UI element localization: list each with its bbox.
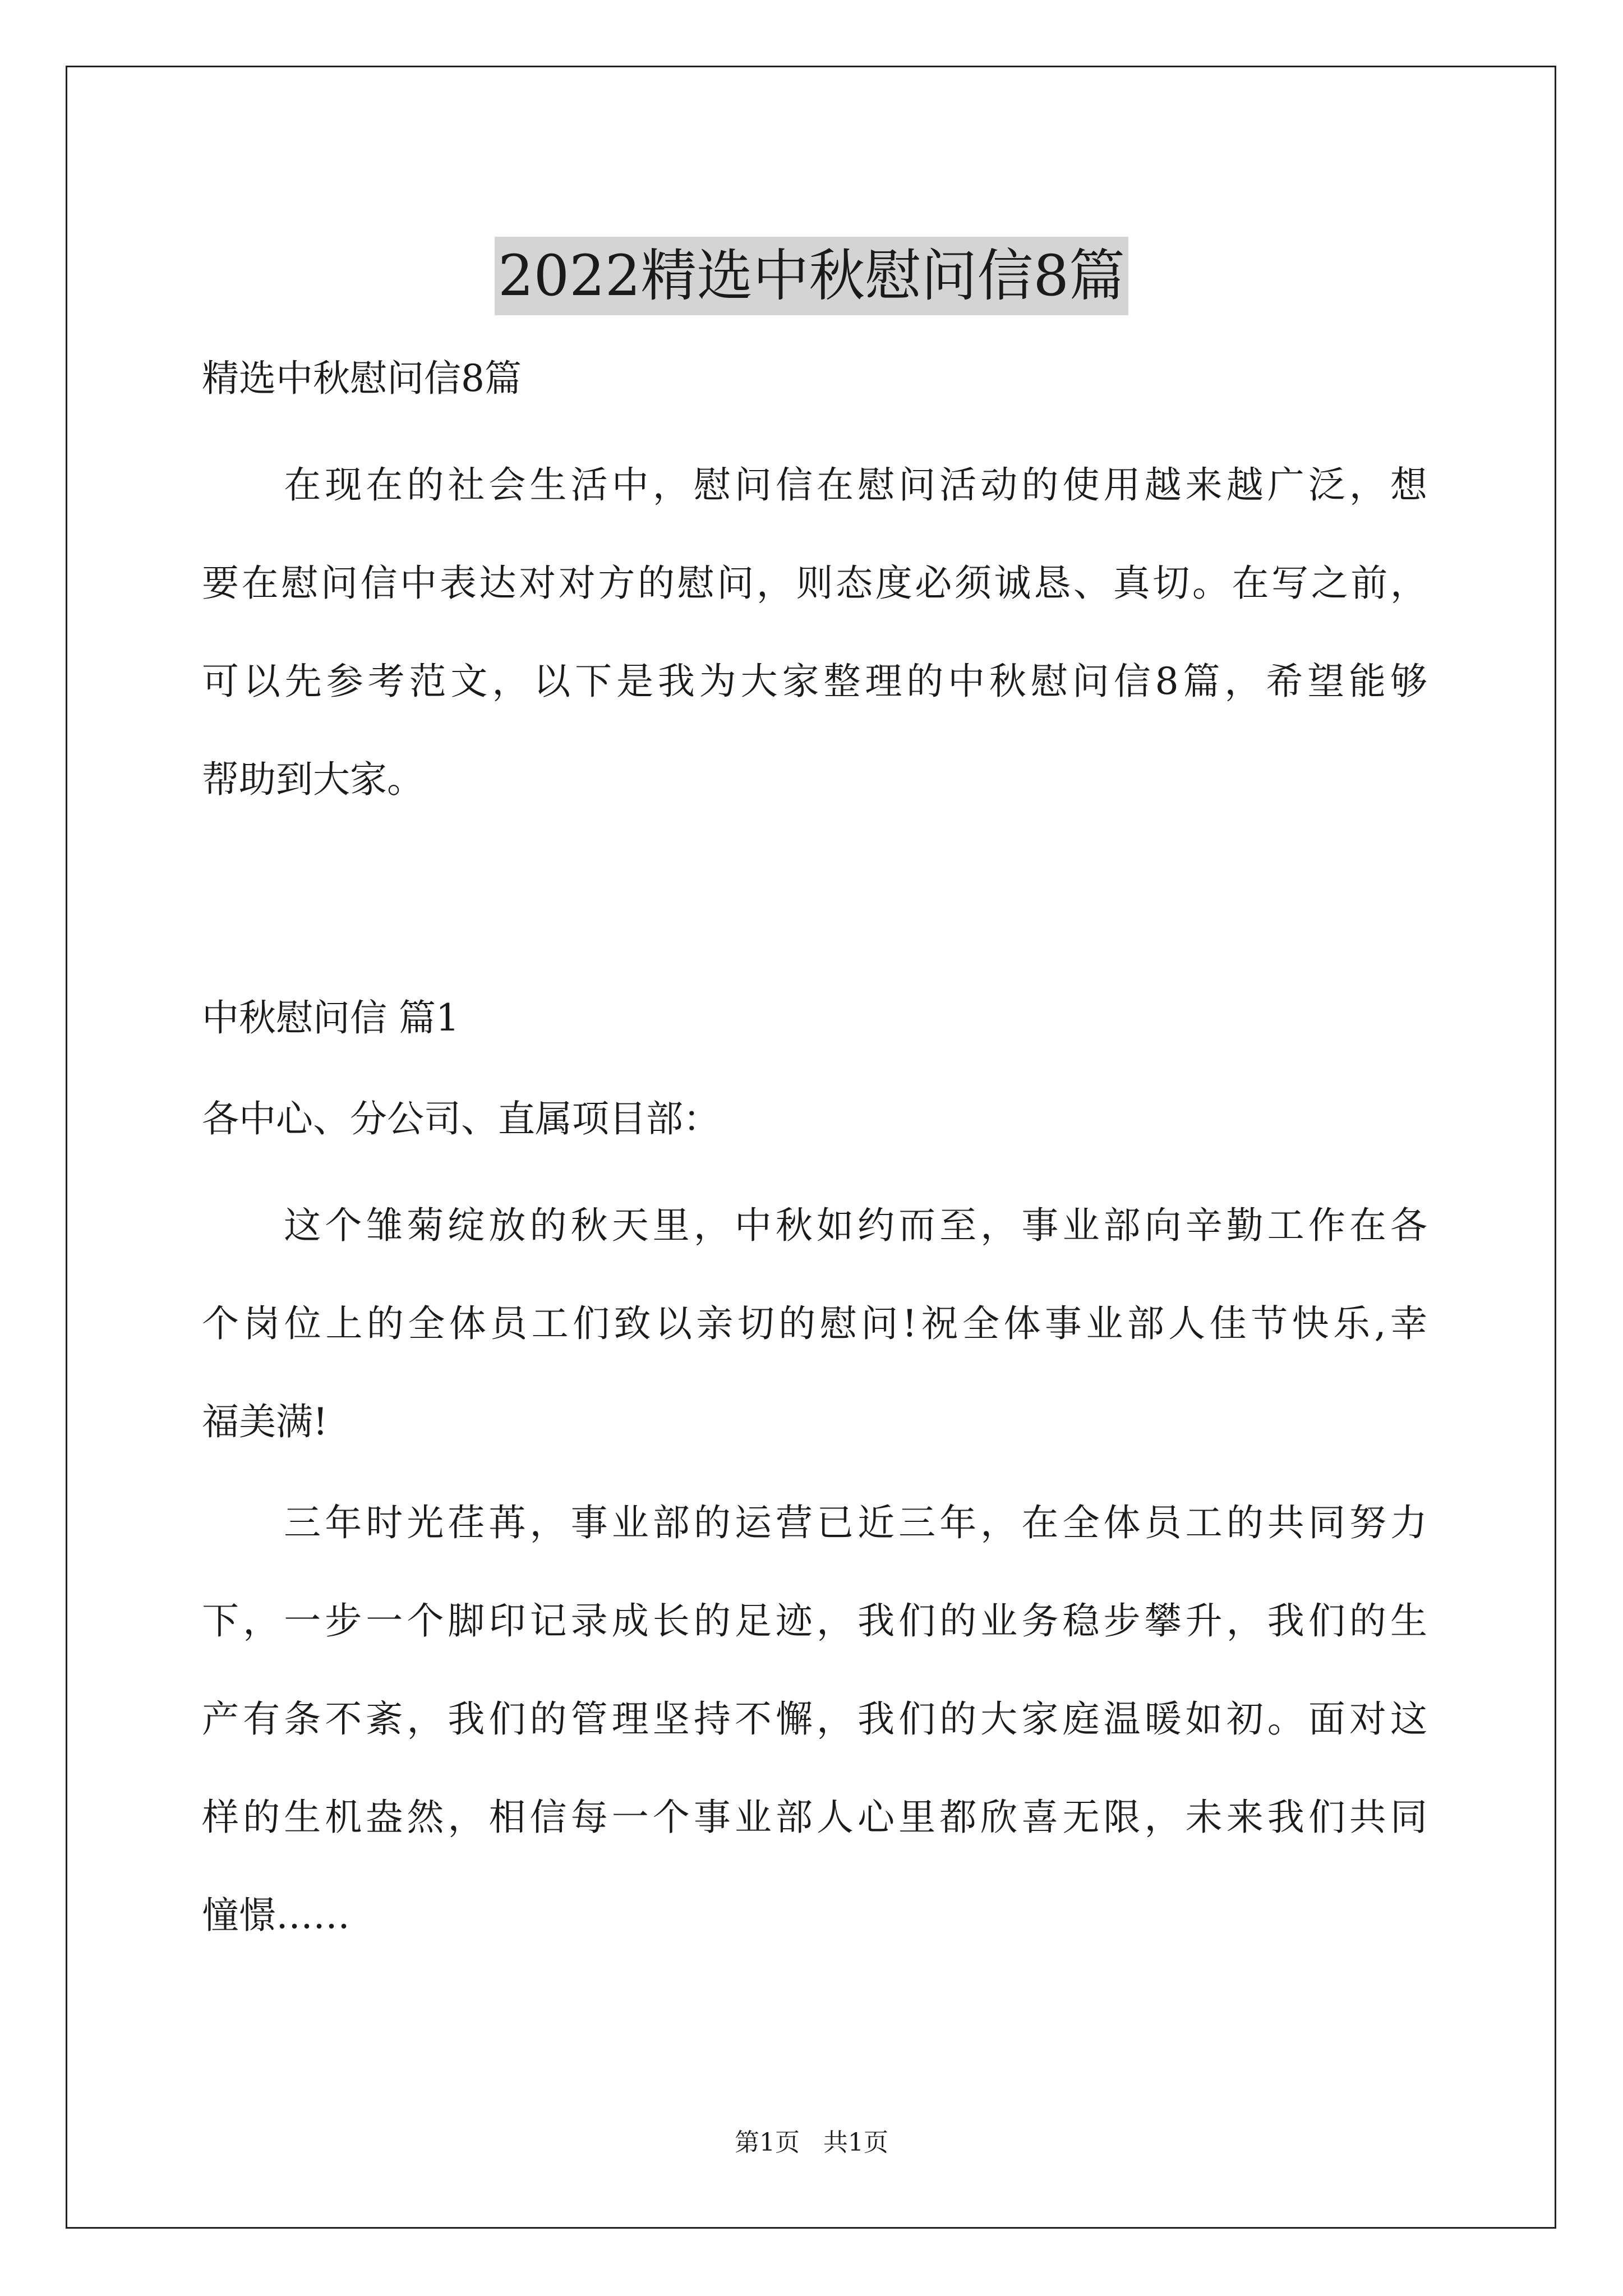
page-number-total: 共1页 bbox=[823, 2128, 888, 2157]
intro-line-1: 在现在的社会生活中，慰问信在慰问活动的使用越来越广泛，想 bbox=[202, 463, 1427, 507]
title-container bbox=[0, 199, 1623, 353]
paragraph1-line-3: 福美满! bbox=[202, 1400, 328, 1443]
paragraph2-line-1: 三年时光荏苒，事业部的运营已近三年，在全体员工的共同努力 bbox=[202, 1501, 1427, 1544]
paragraph2-line-5: 憧憬…… bbox=[202, 1894, 350, 1937]
document-subtitle: 精选中秋慰问信8篇 bbox=[202, 357, 522, 400]
intro-line-2: 要在慰问信中表达对对方的慰问，则态度必须诚恳、真切。在写之前， bbox=[202, 562, 1427, 605]
paragraph2-line-2: 下，一步一个脚印记录成长的足迹，我们的业务稳步攀升，我们的生 bbox=[202, 1599, 1427, 1642]
paragraph1-line-2: 个岗位上的全体员工们致以亲切的慰问!祝全体事业部人佳节快乐,幸 bbox=[202, 1302, 1427, 1345]
intro-line-4: 帮助到大家。 bbox=[202, 758, 424, 801]
page-footer bbox=[0, 2126, 1623, 2160]
intro-line-3: 可以先参考范文，以下是我为大家整理的中秋慰问信8篇，希望能够 bbox=[202, 660, 1427, 703]
salutation: 各中心、分公司、直属项目部： bbox=[202, 1097, 720, 1140]
section-heading: 中秋慰问信 篇1 bbox=[202, 996, 459, 1039]
paragraph1-line-1: 这个雏菊绽放的秋天里，中秋如约而至，事业部向辛勤工作在各 bbox=[202, 1204, 1427, 1247]
paragraph2-line-3: 产有条不紊，我们的管理坚持不懈，我们的大家庭温暖如初。面对这 bbox=[202, 1697, 1427, 1741]
paragraph2-line-4: 样的生机盎然，相信每一个事业部人心里都欣喜无限，未来我们共同 bbox=[202, 1796, 1427, 1839]
document-title: 2022精选中秋慰问信8篇 bbox=[495, 237, 1128, 315]
page-number-current: 第1页 bbox=[735, 2128, 800, 2157]
